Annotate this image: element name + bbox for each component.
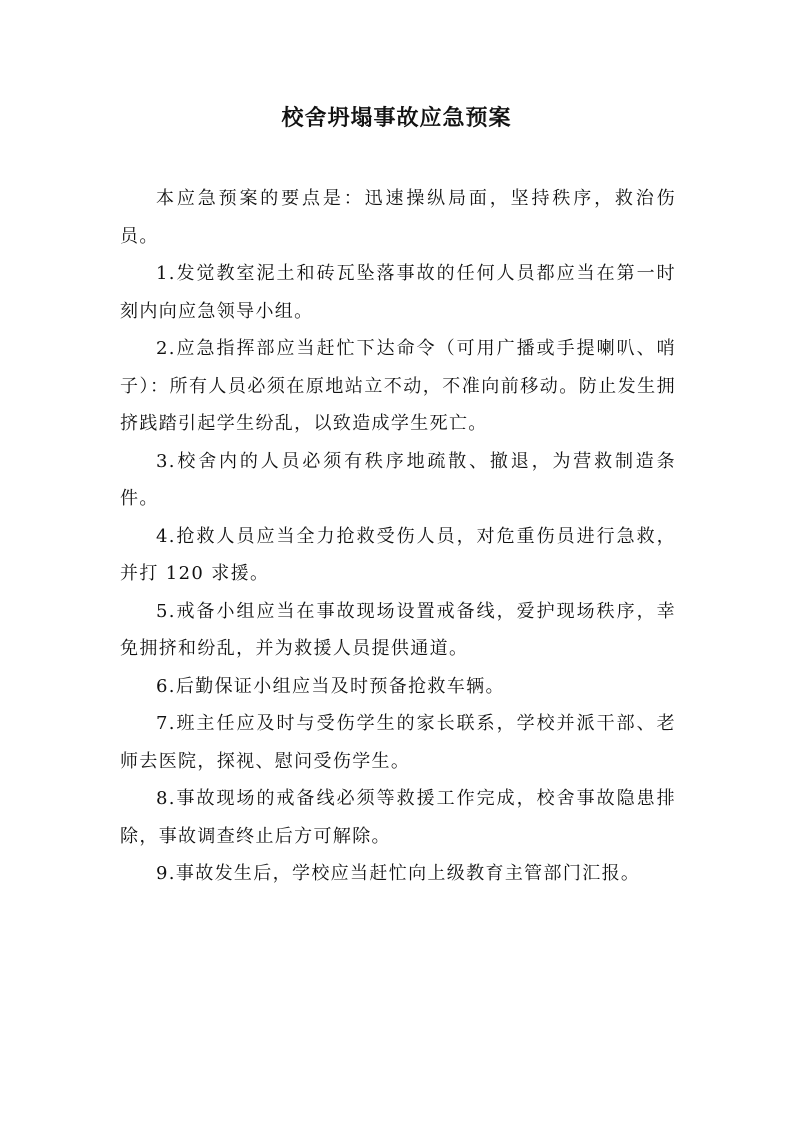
paragraph-item-9: 9.事故发生后，学校应当赶忙向上级教育主管部门汇报。 [156, 863, 641, 884]
paragraph-item-6: 6.后勤保证小组应当及时预备抢救车辆。 [156, 675, 505, 697]
document-body [120, 180, 676, 893]
paragraph-item-7: 7.班主任应及时与受伤学生的家长联系，学校并派干部、老师去医院，探视、慰问受伤学生。 [120, 713, 676, 772]
paragraph-item-4: 4.抢救人员应当全力抢救受伤人员，对危重伤员进行急救，并打 120 求援。 [120, 525, 676, 584]
document-title: 校舍坍塌事故应急预案 [281, 105, 512, 131]
paragraph-item-3: 3.校舍内的人员必须有秩序地疏散、撤退，为营救制造条件。 [120, 450, 676, 509]
paragraph-item-8: 8.事故现场的戒备线必须等救援工作完成，校舍事故隐患排除，事故调查终止后方可解除。 [120, 788, 676, 847]
paragraph-item-2: 2.应急指挥部应当赶忙下达命令（可用广播或手提喇叭、哨子）：所有人员必须在原地站立不动，不准向前移动。防止发生拥挤践踏引起学生纷乱，以致造成学生死亡。 [120, 338, 676, 434]
paragraph-item-1: 1.发觉教室泥土和砖瓦坠落事故的任何人员都应当在第一时刻内向应急领导小组。 [120, 263, 676, 322]
paragraph-intro: 本应急预案的要点是：迅速操纵局面，坚持秩序，救治伤员。 [120, 188, 676, 247]
paragraph-item-5: 5.戒备小组应当在事故现场设置戒备线，爱护现场秩序，幸免拥挤和纷乱，并为救援人员提供通道。 [120, 600, 676, 659]
